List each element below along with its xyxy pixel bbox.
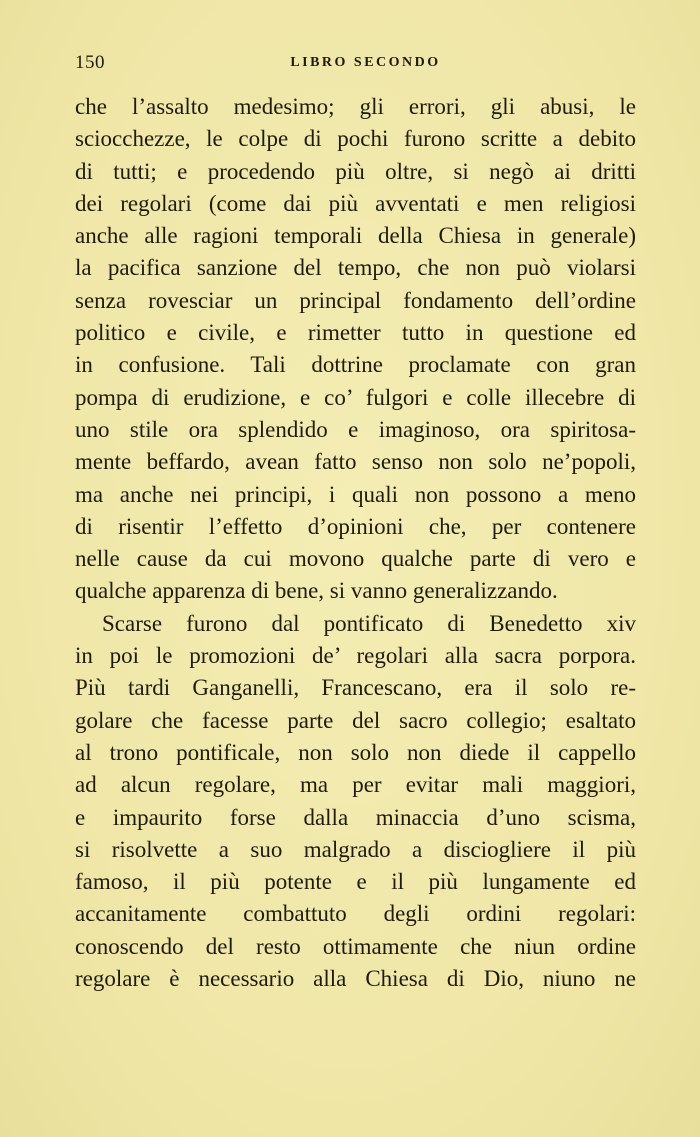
body-text [75, 91, 636, 995]
paragraph-start-line: Scarse furono dal pontificato di Benedetto xiv [102, 610, 636, 636]
text-line: sciocchezze, le colpe di pochi furono scritte a debito [75, 126, 636, 152]
text-line: di tutti; e procedendo più oltre, si negò ai dritti [75, 158, 636, 184]
text-line: la pacifica sanzione del tempo, che non può violarsi [75, 255, 636, 281]
text-line: mente beffardo, avean fatto senso non solo ne’popoli, [75, 449, 636, 475]
text-line: e impaurito forse dalla minaccia d’uno scisma, [75, 804, 636, 830]
text-line: regolare è necessario alla Chiesa di Dio, niuno ne [75, 966, 636, 992]
text-line: che l’assalto medesimo; gli errori, gli abusi, le [75, 94, 636, 119]
text-line: ma anche nei principi, i quali non possono a meno [75, 481, 636, 507]
text-line: in confusione. Tali dottrine proclamate con gran [75, 352, 636, 378]
page-header [75, 52, 636, 76]
text-line: dei regolari (come dai più avventati e men religiosi [75, 190, 636, 216]
text-line: golare che facesse parte del sacro collegio; esaltato [75, 707, 636, 733]
page-number: 150 [75, 52, 105, 73]
text-line: Più tardi Ganganelli, Francescano, era il solo re- [75, 675, 636, 701]
text-line: pompa di erudizione, e co’ fulgori e colle illecebre di [75, 384, 636, 410]
text-line: politico e civile, e rimetter tutto in questione ed [75, 320, 636, 346]
text-line: nelle cause da cui movono qualche parte di vero e [75, 546, 636, 572]
text-line: in poi le promozioni de’ regolari alla sacra porpora. [75, 643, 636, 669]
running-head: LIBRO SECONDO [290, 55, 441, 70]
text-line: si risolvette a suo malgrado a disciogliere il più [75, 836, 636, 862]
paragraph-end-line: qualche apparenza di bene, si vanno generalizzando. [75, 578, 558, 604]
text-line: conoscendo del resto ottimamente che niun ordine [75, 933, 636, 959]
text-line: ad alcun regolare, ma per evitar mali maggiori, [75, 772, 636, 798]
text-line: al trono pontificale, non solo non diede il cappello [75, 739, 636, 765]
text-line: senza rovesciar un principal fondamento dell’ordine [75, 287, 636, 313]
text-line: anche alle ragioni temporali della Chiesa in generale) [75, 223, 636, 249]
text-line: accanitamente combattuto degli ordini regolari: [75, 901, 636, 927]
text-line: uno stile ora splendido e imaginoso, ora spiritosa- [75, 416, 636, 442]
text-line: famoso, il più potente e il più lungamente ed [75, 869, 636, 895]
text-line: di risentir l’effetto d’opinioni che, per contenere [75, 513, 636, 539]
